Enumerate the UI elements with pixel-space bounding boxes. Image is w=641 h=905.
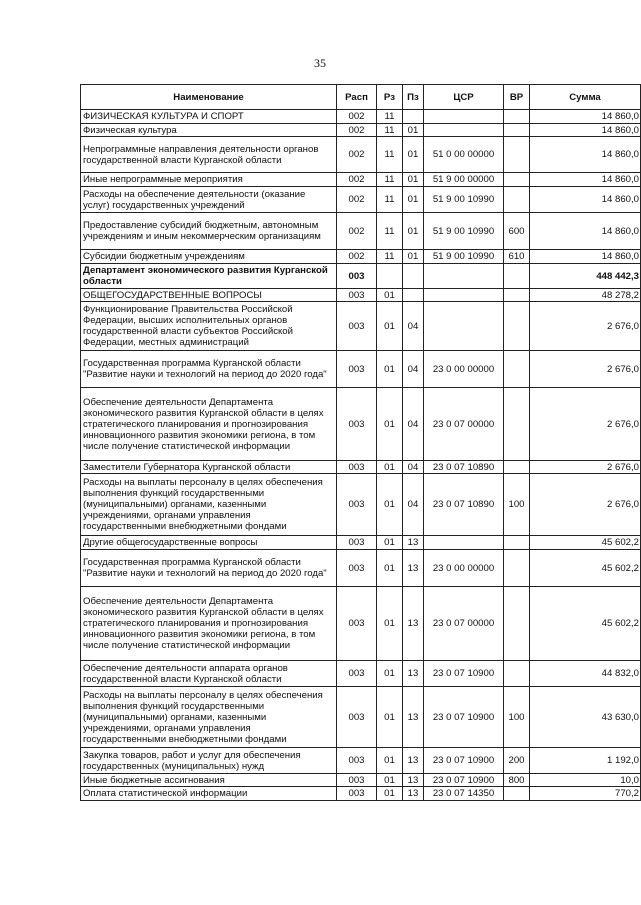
table-row bbox=[81, 474, 641, 536]
cell-name: Другие общегосударственные вопросы bbox=[81, 536, 337, 550]
cell-rasp: 003 bbox=[337, 461, 377, 474]
cell-vr bbox=[504, 302, 530, 351]
cell-rz: 11 bbox=[377, 250, 403, 264]
cell-name: Государственная программа Курганской области "Развитие науки и технологий на период до 2020 года" bbox=[81, 351, 337, 388]
cell-csr: 23 0 07 00000 bbox=[424, 388, 504, 461]
cell-vr: 200 bbox=[504, 748, 530, 774]
header-rz: Рз bbox=[377, 85, 403, 110]
cell-rasp: 002 bbox=[337, 137, 377, 173]
cell-pz: 04 bbox=[403, 388, 424, 461]
cell-name: Обеспечение деятельности аппарата органов государственной власти Курганской области bbox=[81, 661, 337, 687]
cell-pz: 13 bbox=[403, 550, 424, 587]
cell-rz: 01 bbox=[377, 787, 403, 801]
cell-name: Обеспечение деятельности Департамента экономического развития Курганской области в целях стратегического планирования и прогнозирования инновационного развития экономики региона, в том числе получение статистической информации bbox=[81, 587, 337, 661]
cell-pz: 01 bbox=[403, 124, 424, 137]
cell-sum: 2 676,0 bbox=[530, 474, 641, 536]
cell-rz: 11 bbox=[377, 110, 403, 124]
cell-vr bbox=[504, 137, 530, 173]
cell-csr: 51 9 00 10990 bbox=[424, 213, 504, 250]
cell-sum: 43 630,0 bbox=[530, 687, 641, 748]
cell-sum: 14 860,0 bbox=[530, 250, 641, 264]
cell-csr: 23 0 07 10890 bbox=[424, 474, 504, 536]
cell-vr bbox=[504, 173, 530, 187]
cell-name: Иные непрограммные мероприятия bbox=[81, 173, 337, 187]
header-pz: Пз bbox=[403, 85, 424, 110]
cell-pz: 01 bbox=[403, 137, 424, 173]
table-row bbox=[81, 587, 641, 661]
cell-rasp: 002 bbox=[337, 187, 377, 213]
cell-csr bbox=[424, 264, 504, 289]
cell-rz: 11 bbox=[377, 173, 403, 187]
cell-name: Оплата статистической информации bbox=[81, 787, 337, 801]
cell-rz: 01 bbox=[377, 474, 403, 536]
cell-name: Расходы на выплаты персоналу в целях обеспечения выполнения функций государственными (муниципальными) органами, казенными учреждениями, органами управления государственными внебюджетными фондами bbox=[81, 687, 337, 748]
table-row bbox=[81, 351, 641, 388]
cell-pz: 13 bbox=[403, 787, 424, 801]
cell-vr: 600 bbox=[504, 213, 530, 250]
cell-pz bbox=[403, 264, 424, 289]
header-vr: ВР bbox=[504, 85, 530, 110]
cell-csr: 23 0 07 10890 bbox=[424, 461, 504, 474]
table-row bbox=[81, 787, 641, 801]
cell-vr: 610 bbox=[504, 250, 530, 264]
table-row bbox=[81, 250, 641, 264]
cell-pz: 13 bbox=[403, 587, 424, 661]
cell-sum: 44 832,0 bbox=[530, 661, 641, 687]
cell-vr bbox=[504, 289, 530, 302]
table-row bbox=[81, 536, 641, 550]
cell-rasp: 003 bbox=[337, 550, 377, 587]
cell-rasp: 003 bbox=[337, 787, 377, 801]
table-header-row bbox=[81, 85, 641, 110]
table-row bbox=[81, 264, 641, 289]
cell-name: Функционирование Правительства Российской Федерации, высших исполнительных органов государственной власти субъектов Российской Федерации, местных администраций bbox=[81, 302, 337, 351]
cell-vr bbox=[504, 187, 530, 213]
cell-vr bbox=[504, 587, 530, 661]
cell-rasp: 003 bbox=[337, 748, 377, 774]
cell-rasp: 003 bbox=[337, 687, 377, 748]
cell-rasp: 003 bbox=[337, 587, 377, 661]
cell-rasp: 003 bbox=[337, 302, 377, 351]
cell-csr: 51 0 00 00000 bbox=[424, 137, 504, 173]
cell-name: Расходы на обеспечение деятельности (оказание услуг) государственных учреждений bbox=[81, 187, 337, 213]
cell-rz: 01 bbox=[377, 302, 403, 351]
cell-vr bbox=[504, 110, 530, 124]
budget-table-container bbox=[80, 84, 639, 801]
cell-rasp: 003 bbox=[337, 388, 377, 461]
cell-sum: 770,2 bbox=[530, 787, 641, 801]
table-row bbox=[81, 110, 641, 124]
cell-vr bbox=[504, 351, 530, 388]
cell-sum: 2 676,0 bbox=[530, 302, 641, 351]
page-number: 35 bbox=[314, 56, 326, 70]
cell-rz: 01 bbox=[377, 748, 403, 774]
cell-name: Физическая культура bbox=[81, 124, 337, 137]
cell-sum: 1 192,0 bbox=[530, 748, 641, 774]
cell-vr bbox=[504, 536, 530, 550]
cell-vr bbox=[504, 661, 530, 687]
cell-rasp: 003 bbox=[337, 264, 377, 289]
cell-vr bbox=[504, 461, 530, 474]
cell-name: Государственная программа Курганской области "Развитие науки и технологий на период до 2020 года" bbox=[81, 550, 337, 587]
cell-sum: 14 860,0 bbox=[530, 110, 641, 124]
cell-sum: 14 860,0 bbox=[530, 213, 641, 250]
cell-pz: 01 bbox=[403, 250, 424, 264]
cell-csr: 23 0 07 14350 bbox=[424, 787, 504, 801]
cell-name: Иные бюджетные ассигнования bbox=[81, 774, 337, 787]
cell-sum: 14 860,0 bbox=[530, 173, 641, 187]
table-row bbox=[81, 748, 641, 774]
cell-rasp: 003 bbox=[337, 774, 377, 787]
cell-pz: 13 bbox=[403, 748, 424, 774]
cell-vr: 800 bbox=[504, 774, 530, 787]
table-row bbox=[81, 289, 641, 302]
cell-rasp: 002 bbox=[337, 213, 377, 250]
cell-rz: 01 bbox=[377, 351, 403, 388]
cell-rz: 11 bbox=[377, 187, 403, 213]
cell-csr: 23 0 00 00000 bbox=[424, 351, 504, 388]
table-row bbox=[81, 687, 641, 748]
cell-rz bbox=[377, 264, 403, 289]
cell-csr bbox=[424, 536, 504, 550]
cell-csr bbox=[424, 124, 504, 137]
cell-sum: 45 602,2 bbox=[530, 587, 641, 661]
header-rasp: Расп bbox=[337, 85, 377, 110]
cell-rz: 11 bbox=[377, 124, 403, 137]
cell-name: Закупка товаров, работ и услуг для обеспечения государственных (муниципальных) нужд bbox=[81, 748, 337, 774]
cell-sum: 14 860,0 bbox=[530, 187, 641, 213]
cell-sum: 2 676,0 bbox=[530, 388, 641, 461]
cell-rz: 01 bbox=[377, 289, 403, 302]
cell-pz: 01 bbox=[403, 173, 424, 187]
cell-name: Расходы на выплаты персоналу в целях обеспечения выполнения функций государственными (муниципальными) органами, казенными учреждениями, органами управления государственными внебюджетными фондами bbox=[81, 474, 337, 536]
cell-pz: 13 bbox=[403, 687, 424, 748]
cell-name: Департамент экономического развития Курганской области bbox=[81, 264, 337, 289]
cell-pz: 13 bbox=[403, 536, 424, 550]
cell-rz: 01 bbox=[377, 461, 403, 474]
cell-vr bbox=[504, 264, 530, 289]
cell-name: Заместители Губернатора Курганской области bbox=[81, 461, 337, 474]
table-row bbox=[81, 550, 641, 587]
cell-sum: 45 602,2 bbox=[530, 550, 641, 587]
cell-rasp: 002 bbox=[337, 173, 377, 187]
cell-csr bbox=[424, 289, 504, 302]
cell-csr bbox=[424, 302, 504, 351]
cell-rasp: 003 bbox=[337, 289, 377, 302]
cell-csr: 23 0 00 00000 bbox=[424, 550, 504, 587]
cell-name: Субсидии бюджетным учреждениям bbox=[81, 250, 337, 264]
table-row bbox=[81, 124, 641, 137]
cell-sum: 2 676,0 bbox=[530, 461, 641, 474]
table-body bbox=[81, 110, 641, 801]
cell-rasp: 003 bbox=[337, 351, 377, 388]
table-row bbox=[81, 774, 641, 787]
cell-sum: 10,0 bbox=[530, 774, 641, 787]
cell-name: Непрограммные направления деятельности органов государственной власти Курганской области bbox=[81, 137, 337, 173]
cell-rz: 01 bbox=[377, 687, 403, 748]
cell-pz bbox=[403, 289, 424, 302]
cell-sum: 14 860,0 bbox=[530, 124, 641, 137]
cell-pz: 04 bbox=[403, 351, 424, 388]
cell-rz: 01 bbox=[377, 587, 403, 661]
cell-csr: 51 9 00 10990 bbox=[424, 187, 504, 213]
cell-pz bbox=[403, 110, 424, 124]
cell-pz: 13 bbox=[403, 774, 424, 787]
cell-csr: 51 9 00 10990 bbox=[424, 250, 504, 264]
cell-rasp: 002 bbox=[337, 250, 377, 264]
cell-vr: 100 bbox=[504, 687, 530, 748]
cell-name: ФИЗИЧЕСКАЯ КУЛЬТУРА И СПОРТ bbox=[81, 110, 337, 124]
cell-csr: 51 9 00 00000 bbox=[424, 173, 504, 187]
cell-sum: 448 442,3 bbox=[530, 264, 641, 289]
cell-rz: 01 bbox=[377, 774, 403, 787]
cell-pz: 04 bbox=[403, 302, 424, 351]
cell-rz: 11 bbox=[377, 137, 403, 173]
cell-csr: 23 0 07 10900 bbox=[424, 774, 504, 787]
header-sum: Сумма bbox=[530, 85, 641, 110]
cell-rasp: 003 bbox=[337, 536, 377, 550]
cell-csr: 23 0 07 10900 bbox=[424, 687, 504, 748]
cell-pz: 01 bbox=[403, 187, 424, 213]
cell-sum: 2 676,0 bbox=[530, 351, 641, 388]
cell-rasp: 002 bbox=[337, 110, 377, 124]
cell-rasp: 003 bbox=[337, 474, 377, 536]
cell-csr: 23 0 07 10900 bbox=[424, 661, 504, 687]
cell-rasp: 002 bbox=[337, 124, 377, 137]
cell-csr: 23 0 07 00000 bbox=[424, 587, 504, 661]
table-row bbox=[81, 302, 641, 351]
header-name: Наименование bbox=[81, 85, 337, 110]
table-row bbox=[81, 137, 641, 173]
cell-sum: 14 860,0 bbox=[530, 137, 641, 173]
cell-pz: 04 bbox=[403, 474, 424, 536]
cell-csr bbox=[424, 110, 504, 124]
cell-vr bbox=[504, 550, 530, 587]
table-row bbox=[81, 187, 641, 213]
cell-csr: 23 0 07 10900 bbox=[424, 748, 504, 774]
cell-rz: 01 bbox=[377, 388, 403, 461]
cell-vr bbox=[504, 124, 530, 137]
cell-vr: 100 bbox=[504, 474, 530, 536]
cell-rz: 11 bbox=[377, 213, 403, 250]
cell-name: Обеспечение деятельности Департамента экономического развития Курганской области в целях стратегического планирования и прогнозирования инновационного развития экономики региона, в том числе получение статистической информации bbox=[81, 388, 337, 461]
cell-pz: 13 bbox=[403, 661, 424, 687]
cell-rz: 01 bbox=[377, 550, 403, 587]
cell-rasp: 003 bbox=[337, 661, 377, 687]
budget-table bbox=[80, 84, 641, 801]
table-row bbox=[81, 173, 641, 187]
header-csr: ЦСР bbox=[424, 85, 504, 110]
cell-pz: 01 bbox=[403, 213, 424, 250]
cell-pz: 04 bbox=[403, 461, 424, 474]
cell-vr bbox=[504, 787, 530, 801]
table-row bbox=[81, 388, 641, 461]
cell-rz: 01 bbox=[377, 536, 403, 550]
cell-sum: 45 602,2 bbox=[530, 536, 641, 550]
cell-vr bbox=[504, 388, 530, 461]
cell-sum: 48 278,2 bbox=[530, 289, 641, 302]
table-row bbox=[81, 461, 641, 474]
cell-name: Предоставление субсидий бюджетным, автономным учреждениям и иным некоммерческим организациям bbox=[81, 213, 337, 250]
cell-rz: 01 bbox=[377, 661, 403, 687]
table-row bbox=[81, 213, 641, 250]
table-row bbox=[81, 661, 641, 687]
cell-name: ОБЩЕГОСУДАРСТВЕННЫЕ ВОПРОСЫ bbox=[81, 289, 337, 302]
